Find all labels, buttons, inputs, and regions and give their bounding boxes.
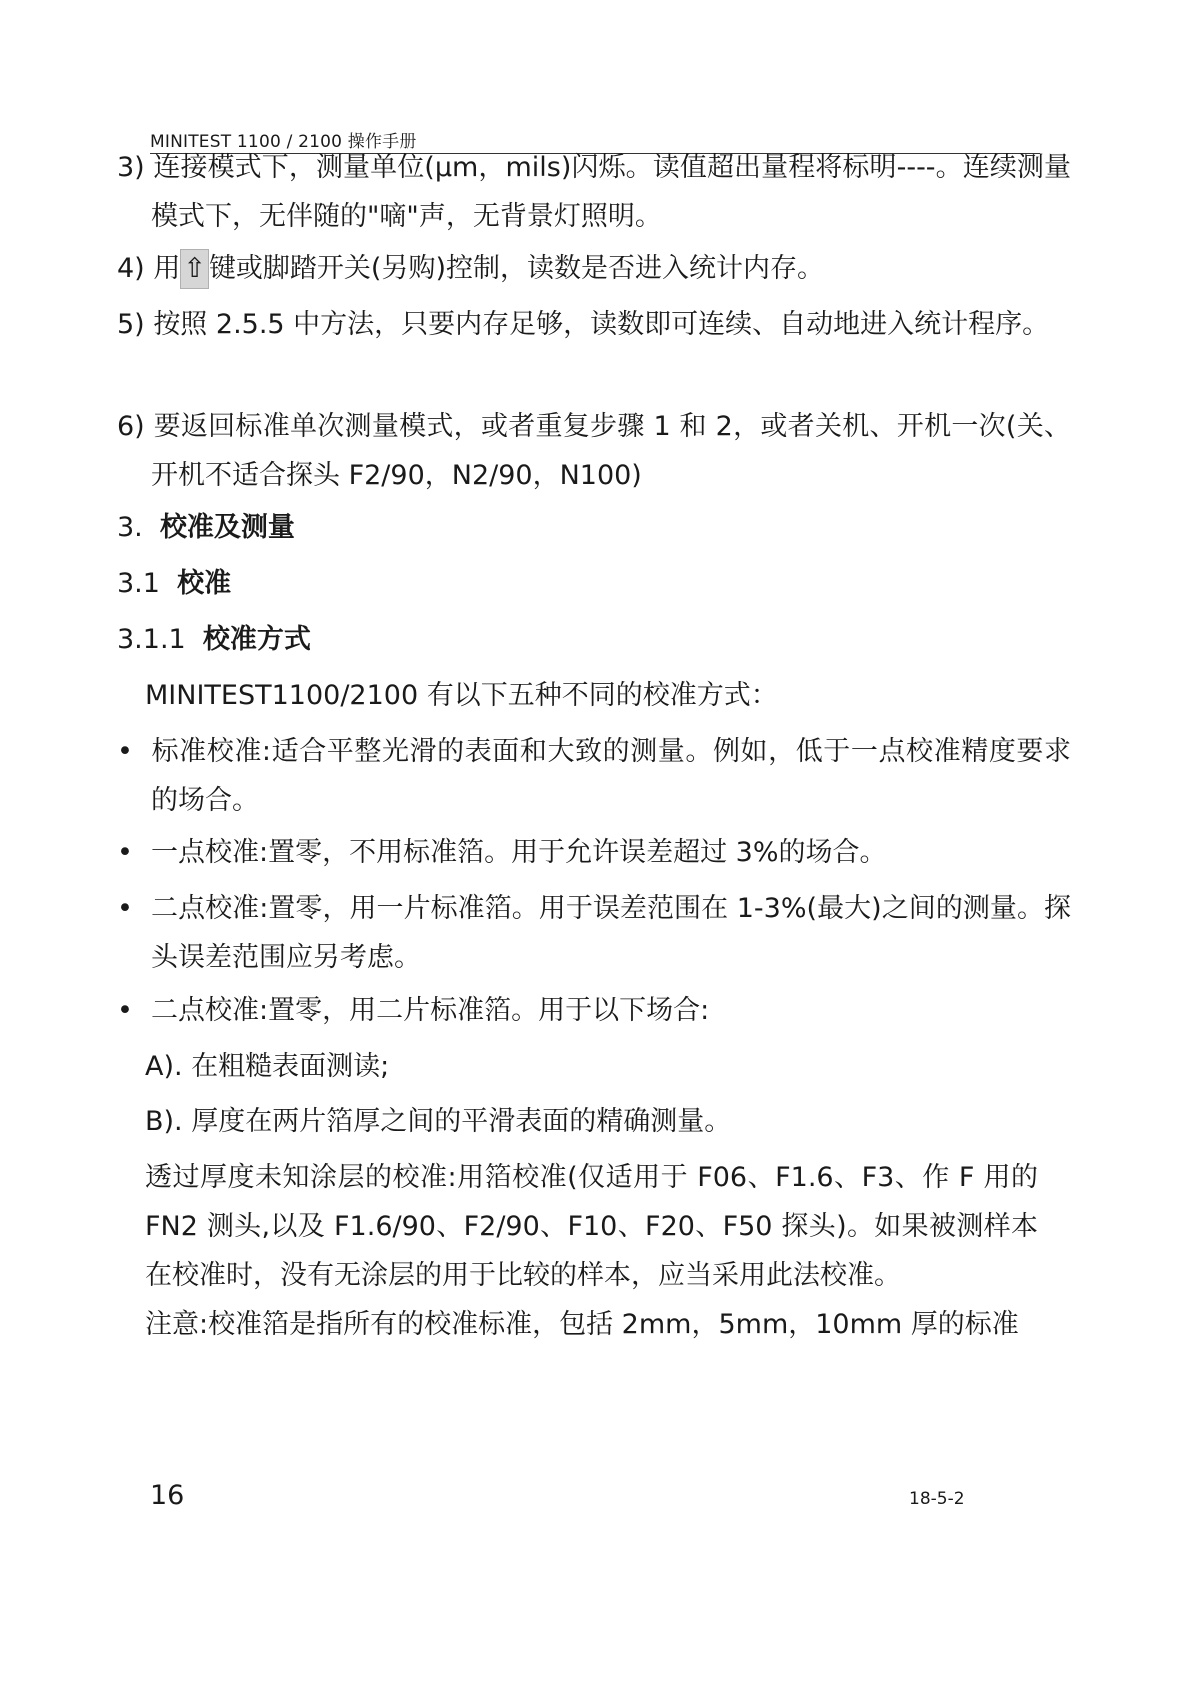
step-5 bbox=[117, 300, 1071, 349]
step-text: 连接模式下，测量单位(µm，mils)闪烁。读值超出量程将标明----。连续测量模式下，无伴随的"嘀"声，无背景灯照明。 bbox=[151, 152, 1072, 232]
list-item-text: 标准校准:适合平整光滑的表面和大致的测量。例如，低于一点校准精度要求的场合。 bbox=[151, 736, 1071, 816]
sub-item-a: A). 在粗糙表面测读; bbox=[145, 1051, 390, 1082]
heading-number: 3.1 bbox=[117, 568, 160, 599]
step-3 bbox=[117, 143, 1071, 241]
list-item-text: 二点校准:置零，用一片标准箔。用于误差范围在 1-3%(最大)之间的测量。探头误差范围应另考虑。 bbox=[151, 893, 1071, 973]
step-text: 要返回标准单次测量模式，或者重复步骤 1 和 2，或者关机、开机一次(关、开机不适合探头 F2/90，N2/90，N100) bbox=[151, 411, 1071, 491]
step-text: 按照 2.5.5 中方法，只要内存足够，读数即可连续、自动地进入统计程序。 bbox=[153, 309, 1050, 340]
step-number: 3) bbox=[117, 152, 145, 183]
heading-number: 3. bbox=[117, 512, 143, 543]
heading-title: 校准及测量 bbox=[159, 512, 295, 543]
heading-title: 校准 bbox=[177, 568, 232, 599]
list-item bbox=[117, 828, 1071, 877]
page-number: 16 bbox=[150, 1480, 185, 1511]
bullet-icon: • bbox=[117, 995, 133, 1026]
list-item bbox=[117, 986, 1071, 1035]
shift-key-icon: ⇧ bbox=[180, 249, 209, 289]
footer-date: 18-5-2 bbox=[909, 1489, 965, 1509]
list-item bbox=[117, 727, 1071, 825]
note-paragraph: 注意:校准箔是指所有的校准标准，包括 2mm，5mm，10mm 厚的标准 bbox=[145, 1309, 1019, 1340]
step-text-pre: 用 bbox=[153, 253, 181, 284]
bullet-icon: • bbox=[117, 837, 133, 868]
sub-item-b: B). 厚度在两片箔厚之间的平滑表面的精确测量。 bbox=[145, 1106, 732, 1137]
section-heading-3 bbox=[117, 503, 1017, 552]
bullet-icon: • bbox=[117, 893, 133, 924]
section-heading-3-1-1 bbox=[117, 615, 1017, 664]
heading-number: 3.1.1 bbox=[117, 624, 186, 655]
step-6 bbox=[117, 402, 1071, 500]
list-item-text: 二点校准:置零，用二片标准箔。用于以下场合: bbox=[151, 995, 710, 1026]
list-item-text: 一点校准:置零，不用标准箔。用于允许误差超过 3%的场合。 bbox=[151, 837, 887, 868]
heading-title: 校准方式 bbox=[202, 624, 311, 655]
step-number: 4) bbox=[117, 253, 145, 284]
step-number: 5) bbox=[117, 309, 145, 340]
bullet-icon: • bbox=[117, 736, 133, 767]
intro-text: MINITEST1100/2100 有以下五种不同的校准方式： bbox=[145, 680, 778, 711]
running-header: MINITEST 1100 / 2100 操作手册 bbox=[150, 132, 417, 152]
step-number: 6) bbox=[117, 411, 145, 442]
section-heading-3-1 bbox=[117, 559, 1017, 608]
step-4 bbox=[117, 244, 1071, 293]
step-text-post: 键或脚踏开关(另购)控制，读数是否进入统计内存。 bbox=[208, 253, 825, 284]
coating-calibration-paragraph: 透过厚度未知涂层的校准:用箔校准(仅适用于 F06、F1.6、F3、作 F 用的 FN2 测头,以及 F1.6/90、F2/90、F10、F20、F50 探头)。如果被测样本在校准时，没有无涂层的用于比较的样本，应当采用此法校准。 bbox=[145, 1162, 1038, 1291]
list-item bbox=[117, 884, 1071, 982]
